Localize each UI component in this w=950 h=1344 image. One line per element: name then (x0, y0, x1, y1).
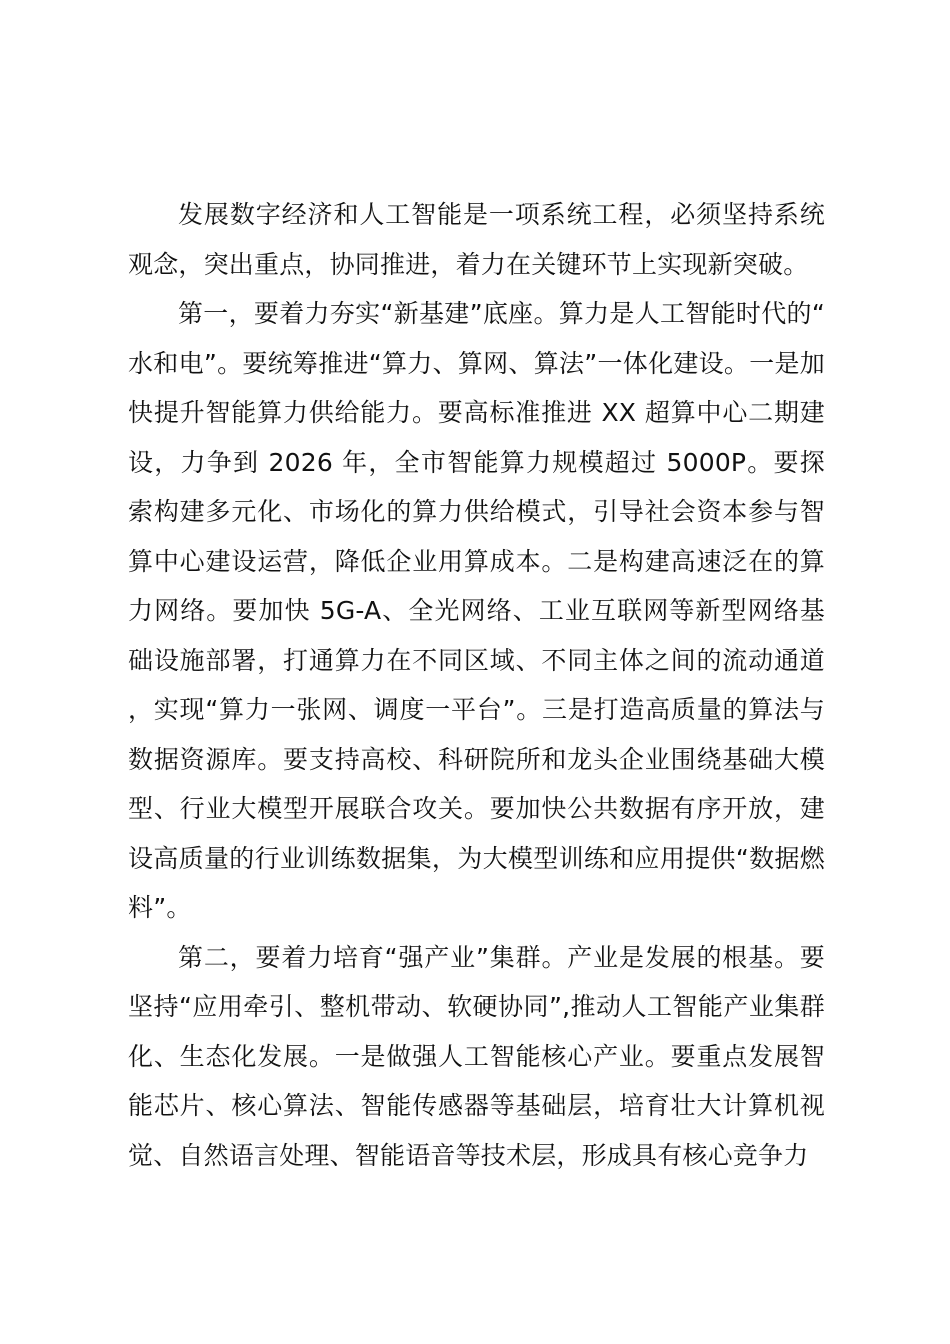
paragraph-intro: 发展数字经济和人工智能是一项系统工程，必须坚持系统观念，突出重点，协同推进，着力在关键环节上实现新突破。 (128, 200, 825, 279)
document-body (128, 190, 825, 1180)
paragraph-second-point: 第二，要着力培育“强产业”集群。产业是发展的根基。要坚持“应用牵引、整机带动、软硬协同”,推动人工智能产业集群化、生态化发展。一是做强人工智能核心产业。要重点发展智能芯片、核心算法、智能传感器等基础层，培育壮大计算机视觉、自然语言处理、智能语音等技术层，形成具有核心竞争力 (128, 942, 825, 1170)
paragraph-first-point: 第一，要着力夯实“新基建”底座。算力是人工智能时代的“水和电”。要统筹推进“算力、算网、算法”一体化建设。一是加快提升智能算力供给能力。要高标准推进 XX 超算中心二期建设，力争到 2026 年，全市智能算力规模超过 5000P。要探索构建多元化、市场化的算力供给模式，引导社会资本参与智算中心建设运营，降低企业用算成本。二是构建高速泛在的算力网络。要加快 5G-A、全光网络、工业互联网等新型网络基础设施部署，打通算力在不同区域、不同主体之间的流动通道，实现“算力一张网、调度一平台”。三是打造高质量的算法与数据资源库。要支持高校、科研院所和龙头企业围绕基础大模型、行业大模型开展联合攻关。要加快公共数据有序开放，建设高质量的行业训练数据集，为大模型训练和应用提供“数据燃料”。 (128, 299, 825, 922)
